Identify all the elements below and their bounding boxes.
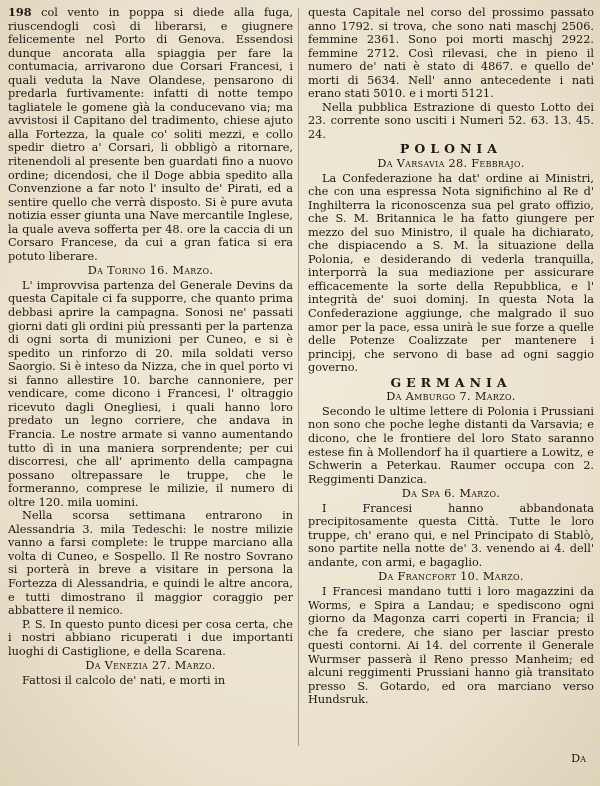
column-divider — [298, 8, 299, 746]
dateline-torino: Da Torino 16. Marzo. — [87, 264, 214, 278]
dateline-amburgo: Da Amburgo 7. Marzo. — [386, 390, 516, 404]
dateline-francfort: Da Francfort 10. Marzo. — [378, 570, 524, 584]
varsavia-paragraph: La Confederazione ha dat' ordine ai Ministri, che con una espressa Nota significhino al Re d' Inghilterra la riconoscenza sua pel grato offizio, che S. M. Britannica le ha fatto giungere per mezzo del suo Ministro, il quale ha dichiarato, che dispiacendo a S. M. la situazione della Polonia, e desiderando di vederla tranquilla, interporrà la sua mediazione per assicurare efficacemente la sorte della Repubblica, e l' integrità de' suoi dominj. In questa Nota la Confederazione aggiunge, che malgrado il suo amor per la pace, essa unirà le sue forze a quelle delle Potenze Coalizzate per mantenere i principj, che servono di base ad ogni saggio governo. — [308, 171, 594, 375]
lotto-paragraph: Nella pubblica Estrazione di questo Lotto dei 23. corrente sono usciti i Numeri 52. 63. 13. 45. 24. — [308, 100, 594, 141]
section-heading-germania: GERMANIA — [390, 374, 512, 390]
section-heading-polonia: POLONIA — [400, 141, 502, 157]
dateline-spa: Da Spa 6. Marzo. — [401, 487, 501, 501]
page-number: 198 — [8, 5, 32, 19]
catchword: Da — [571, 752, 586, 765]
francfort-paragraph: I Francesi mandano tutti i loro magazzini da Worms, e Spira a Landau; e spediscono ogni giorno da Magonza carri coperti in Francia; il che fa credere, che siano per lasciar presto questi contorni. Ai 14. del corrente il Generale Wurmser passerà il Reno presso Manheim; ed alcuni reggimenti Prussiani hanno già transitato presso S. Gotardo, ed ora marciano verso Hundsruk. — [308, 584, 594, 707]
dateline-varsavia: Da Varsavia 28. Febbrajo. — [377, 157, 525, 171]
left-column — [8, 6, 293, 687]
torino-paragraph-2: Nella scorsa settimana entrarono in Alessandria 3. mila Tedeschi: le nostre milizie vanno a farsi complete: le truppe marciano alla volta di Cuneo, e Sospello. Il Re nostro Sovrano si porterà in breve a visitare in persona la Fortezza di Alessandria, e quindi le altre ancora, e tutti dimostrano il maggior coraggio per abbattere il nemico. — [8, 509, 293, 618]
spa-paragraph: I Francesi hanno abbandonata precipitosamente questa Città. Tutte le loro truppe, ch' erano qui, e nel Principato di Stablò, sono partite nella notte de' 3. venendo ai 4. dell' andante, con armi, e bagaglio. — [308, 501, 594, 569]
dateline-venezia: Da Venezia 27. Marzo. — [85, 659, 216, 673]
amburgo-paragraph: Secondo le ultime lettere di Polonia i Prussiani non sono che poche leghe distanti da Varsavia; e dicono, che le frontiere del loro Stato saranno estese fin à Mollendorf ha il quartiere a Lowitz, e Schwerin a Peterkau. Raumer occupa con 2. Reggimenti Danzica. — [308, 404, 594, 486]
right-column — [308, 6, 594, 707]
venezia-paragraph-continued: questa Capitale nel corso del prossimo passato anno 1792. si trova, che sono nati maschj 2506. femmine 2361. Sono poi morti maschj 2922. femmine 2712. Così rilevasi, che in pieno il numero de' nati è stato di 4867. e quello de' morti di 5634. Nell' anno antecedente i nati erano stati 5010. e i morti 5121. — [308, 6, 594, 101]
article-genova-text — [8, 6, 293, 263]
venezia-paragraph-start: Fattosi il calcolo de' nati, e morti in — [22, 673, 226, 687]
genova-paragraph: col vento in poppa si diede alla fuga, riuscendogli così di liberarsi, e giugnere felicemente nel Porto di Genova. Essendosi dunque ancorata alla spiaggia per fare la contumacia, arrivarono due Corsari Francesi, i quali veduta la Nave Olandese, pensarono di predarla furtivamente: infatti di notte tempo tagliatele le gomene gìà la conducevano via; ma avvistosi il Capitano del tradimento, chiese ajuto alla Fortezza, la quale co' soliti mezzi, e collo spedir dietro a' Corsari, li obbligò a ritornare, ritenendoli al presente ben guardati fino a nuovo ordine; dicendosi, che il Doge abbia spedito alla Convenzione a far noto l' insulto de' Pirati, ed a sentire quello che verrà disposto. Si è pure avuta notizia esser giunta una Nave mercantile Inglese, la quale aveva sofferta per 48. ore la caccia di un Corsaro Francese, da cui a gran fatica si era potuto liberare. — [8, 6, 294, 263]
torino-postscript: P. S. In questo punto dicesi per cosa certa, che i nostri abbiano ricuperati i due importanti luoghi di Castiglione, e della Scarena. — [8, 617, 293, 658]
torino-paragraph-1: L' improvvisa partenza del Generale Devins da questa Capitale ci fa supporre, che quanto prima debbasi aprire la campagna. Sonosi ne' passati giorni dati gli ordini più pressanti per la partenza di ogni sorta di munizioni per Cuneo, e si è spedito un rinforzo di 20. mila soldati verso Saorgio. Si è inteso da Nizza, che in quel porto vi si fanno allestire 10. barche cannoniere, per vendicare, come dicono i Francesi, l' oltraggio ricevuto dagli Onegliesi, i quali hanno loro predato un legno corriere, che andava in Francia. Le nostre armate si vanno aumentando tutto dì in una maniera sorprendente; per cui discorresi, che all' aprimento della campagna possano oltrepassare le truppe, che le formeranno, comprese le milizie, il numero di oltre 120. mila uomini. — [8, 278, 293, 509]
